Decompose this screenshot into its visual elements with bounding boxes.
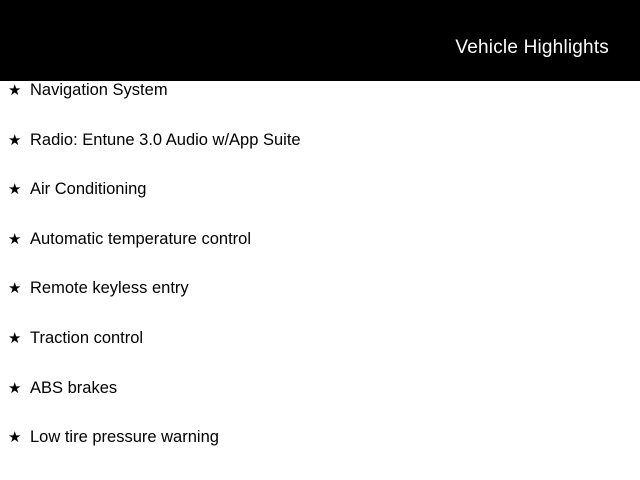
list-item — [0, 131, 640, 181]
list-item-label: Traction control — [30, 328, 144, 347]
star-icon: ★ — [8, 329, 22, 347]
list-item — [0, 379, 640, 429]
list-item-label: Navigation System — [30, 81, 168, 99]
page-title: Vehicle Highlights — [455, 37, 609, 58]
star-icon: ★ — [8, 429, 22, 447]
list-item — [0, 230, 640, 280]
list-item — [0, 329, 640, 379]
list-item — [0, 180, 640, 230]
list-item-label: Remote keyless entry — [30, 279, 189, 298]
star-icon: ★ — [8, 131, 22, 149]
list-item — [0, 279, 640, 329]
vehicle-highlights-list — [0, 81, 640, 478]
list-item-label: Radio: Entune 3.0 Audio w/App Suite — [30, 130, 301, 149]
star-icon: ★ — [8, 280, 22, 298]
header-bar — [0, 0, 640, 81]
list-item — [0, 428, 640, 478]
list-item-label: Low tire pressure warning — [30, 428, 219, 447]
star-icon: ★ — [8, 181, 22, 199]
list-item — [0, 81, 640, 131]
star-icon: ★ — [8, 230, 22, 248]
star-icon: ★ — [8, 82, 22, 99]
list-item-label: ABS brakes — [30, 378, 118, 397]
list-item-label: Air Conditioning — [30, 180, 147, 199]
star-icon: ★ — [8, 379, 22, 397]
list-item-label: Automatic temperature control — [30, 229, 252, 248]
